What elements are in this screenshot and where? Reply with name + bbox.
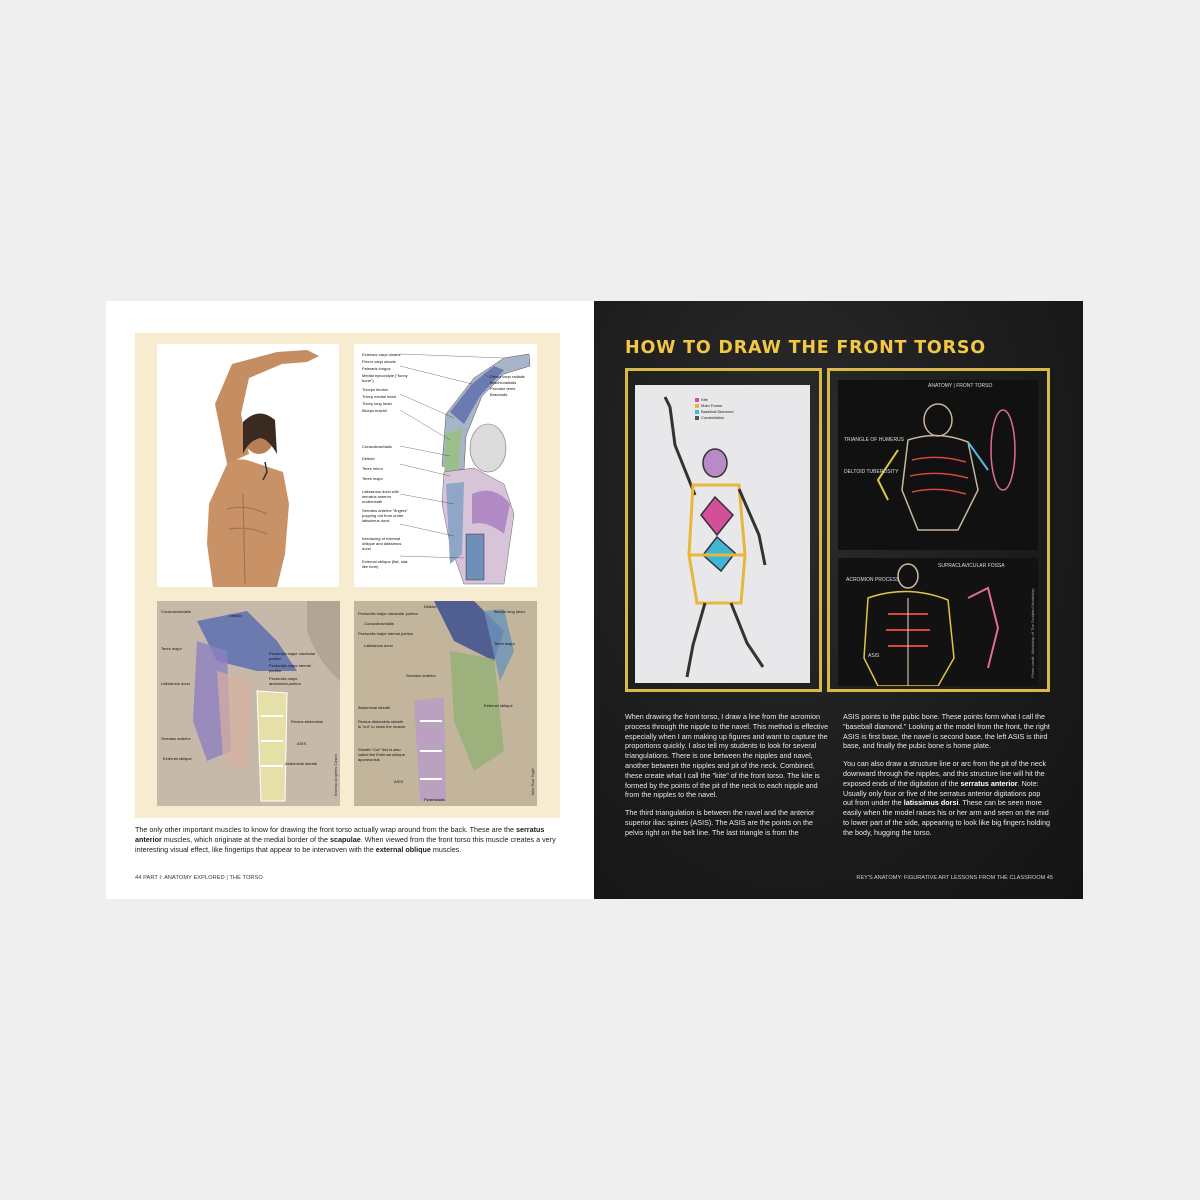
legend-swatch <box>695 410 699 414</box>
arm-label: Medial epicondyle ("funny bone") <box>362 373 408 383</box>
chalk-drawing-bottom <box>838 558 1038 686</box>
arm-label: Pronator teres <box>490 386 516 391</box>
ribs-label: Latissimus dorsi <box>161 681 190 686</box>
chalk-drawing-top-art <box>838 380 1038 550</box>
chalk-annotation: ASIS <box>868 653 880 659</box>
chalk-annotation: TRIANGLE OF HUMERUS <box>844 437 905 443</box>
side-label: Coracobrachialis <box>364 621 394 626</box>
chalk-annotation: DELTOID TUBEROSITY <box>844 469 899 475</box>
page-title: HOW TO DRAW THE FRONT TORSO <box>625 338 986 358</box>
legend-label: Main Frame <box>701 403 723 408</box>
anatomy-figure-panel <box>135 333 560 818</box>
arm-label: Interlacing of external oblique and latissimus dorsi <box>362 536 402 551</box>
legend-label: Constellation <box>701 415 725 420</box>
legend-label: Baseball Diamond <box>701 409 734 414</box>
arm-label: Flexor carpi ulnaris <box>362 359 396 364</box>
figure-sketch-drawing <box>635 385 810 683</box>
arm-label: Palmaris longus <box>362 366 391 371</box>
model-photo-drawing <box>157 344 339 587</box>
paragraph: The third triangulation is between the navel and the anterior superior iliac spines (ASIS). The ASIS are the points on the pelvis right on the belt line. The last triangle is from the <box>625 808 815 837</box>
figure-sketch <box>635 385 810 683</box>
body-text-run: muscles. <box>430 844 462 854</box>
photo-credit: Photo credit: Workshop of The Sculpted Workshop <box>1030 588 1035 678</box>
side-label: Pectoralis major sternal portion <box>358 631 414 636</box>
paragraph: When drawing the front torso, I draw a line from the acromion process through the nipple to the navel. This method is effective especially when I am making up figures and want to capture the proportions quickly. I also tell my students to look for several triangulations. There is one between the nipples and navel, another between the nipples and pit of the neck. Combined, these create what I call the "kite" of the front torso. The kite is formed by the points of the pit of the neck to each nipple and from the nipples to the navel. <box>625 712 829 800</box>
legend-item <box>695 415 733 421</box>
body-text-run: muscles, which originate at the medial border of the <box>161 834 330 844</box>
arm-muscle-illustration <box>354 344 537 587</box>
ribs-label: Serratus anterior <box>161 736 191 741</box>
arm-label: Teres minor <box>362 466 383 471</box>
text-bold: serratus anterior <box>960 778 1018 788</box>
chalk-annotation: ACROMION PROCESS <box>846 577 900 583</box>
side-label: Sheath "Cut" this is also called the External oblique aponeurosis <box>358 747 405 762</box>
text-run: . Note: Usually only four or five of the serratus anterior digitations pop out from under the <box>843 778 1041 808</box>
ribs-label: Teres major <box>161 646 182 651</box>
arm-label: Tricep medial head <box>362 394 396 399</box>
side-label: ASIS <box>394 779 404 784</box>
arm-label: Extensor carpi ulnaris <box>362 352 401 357</box>
side-label: Biceps long head <box>494 609 525 614</box>
illustration-credit: Ernesto Angeles Castro <box>333 753 338 796</box>
text-run: You can also draw a structure line or arc from the pit of the neck downward through the nipples, and this structure line will hit the exposed ends of the digitation of the <box>843 759 1047 788</box>
body-text-bold: scapulae <box>329 834 361 844</box>
arm-label: Triceps tendon <box>362 387 389 392</box>
body-text-run: . When viewed from the front torso this muscle creates a very interesting visual effect, like fingertips that appear to be interwoven with the <box>135 834 556 854</box>
body-text-bold: external oblique <box>375 844 431 854</box>
legend-swatch <box>695 416 699 420</box>
side-label: Deltoid <box>424 604 437 609</box>
arm-label: Deltoid <box>362 456 375 461</box>
side-label: Abdominal sheath <box>358 705 391 710</box>
ribs-label: External oblique <box>163 756 192 761</box>
side-label: Serratus anterior <box>406 673 436 678</box>
ribs-label: ASIS <box>297 741 307 746</box>
text-run: . These can be seen more easily when the model raises his or her arm and seen on the mid to lower part of the side, appearing to look like big fingers holding the body, hugging the torso. <box>843 798 1050 837</box>
chalk-drawing-top <box>838 380 1038 550</box>
chalk-annotation: SUPRACLAVICULAR FOSSA <box>938 563 1005 569</box>
ribs-label: Deltoid <box>229 613 242 618</box>
ribs-label: Rectus abdominis <box>291 719 323 724</box>
ribs-label: Abdominal sheath <box>285 761 318 766</box>
legend-label: Kite <box>701 397 708 402</box>
body-text-run: The only other important muscles to know for drawing the front torso actually wrap around from the back. These are the <box>135 825 516 834</box>
arm-label: Teres major <box>362 476 383 481</box>
ribs-label: Pectoralis major sternal portion <box>269 663 311 673</box>
arm-label: Coracobrachialis <box>362 444 392 449</box>
side-label: Pectoralis major clavicular portion <box>358 611 418 616</box>
model-photo <box>157 344 339 587</box>
side-label: Pyramidalis <box>424 797 445 802</box>
body-text-bold: serratus anterior <box>135 825 545 844</box>
arm-label: Tricep long head <box>362 401 392 406</box>
page-folio: 44 PART I: ANATOMY EXPLORED | THE TORSO <box>135 875 263 881</box>
side-label: Teres major <box>494 641 515 646</box>
right-page <box>594 301 1083 899</box>
arm-label: Brachioradialis <box>490 380 517 385</box>
illustration-credit: Julio Ruiz Tagle <box>530 768 535 796</box>
text-column-1 <box>625 712 830 846</box>
chalk-frame <box>827 368 1050 692</box>
page-folio: REY'S ANATOMY: FIGURATIVE ART LESSONS FROM THE CLASSROOM 45 <box>856 875 1053 881</box>
ribcage-muscle-drawing <box>157 601 340 806</box>
paragraph: ASIS points to the pubic bone. These points form what I call the "baseball diamond." Looking at the model from the front, the right ASIS is first base, the navel is second base, the left ASIS is third base, and finally the pubic bone is home plate. <box>843 712 1050 751</box>
side-label: Rectus abdominis sheath is "cut" to show the muscle <box>358 719 406 729</box>
arm-label: Latissimus dorsi with serratus anterior underneath <box>362 489 399 504</box>
text-bold: latissimus dorsi <box>903 798 959 808</box>
side-label: External oblique <box>484 703 513 708</box>
legend-swatch <box>695 404 699 408</box>
ribs-label: Pectoralis major clavicular portion <box>269 651 316 661</box>
chalk-annotation: ANATOMY | FRONT TORSO <box>928 383 993 389</box>
arm-label: Biceps brachii <box>362 408 387 413</box>
side-label: Latissimus dorsi <box>364 643 393 648</box>
side-muscle-illustration <box>354 601 537 806</box>
arm-label: External oblique (flat, slat-like form) <box>362 559 409 569</box>
paragraph <box>843 759 1051 837</box>
arm-label: Flexor carpi radialis <box>490 374 525 379</box>
text-column-2 <box>843 712 1051 846</box>
arm-label: Serratus anterior "fingers" popping out from under latissimus dorsi <box>362 508 408 523</box>
ribcage-muscle-illustration <box>157 601 340 806</box>
legend-swatch <box>695 398 699 402</box>
sketch-legend <box>695 397 733 421</box>
ribs-label: Pectoralis major abdominal portion <box>269 676 301 686</box>
sketch-frame <box>625 368 822 692</box>
arm-label: Brachialis <box>490 392 508 397</box>
body-text <box>135 825 563 854</box>
ribs-label: Coracobrachialis <box>161 609 191 614</box>
left-page <box>106 301 594 899</box>
